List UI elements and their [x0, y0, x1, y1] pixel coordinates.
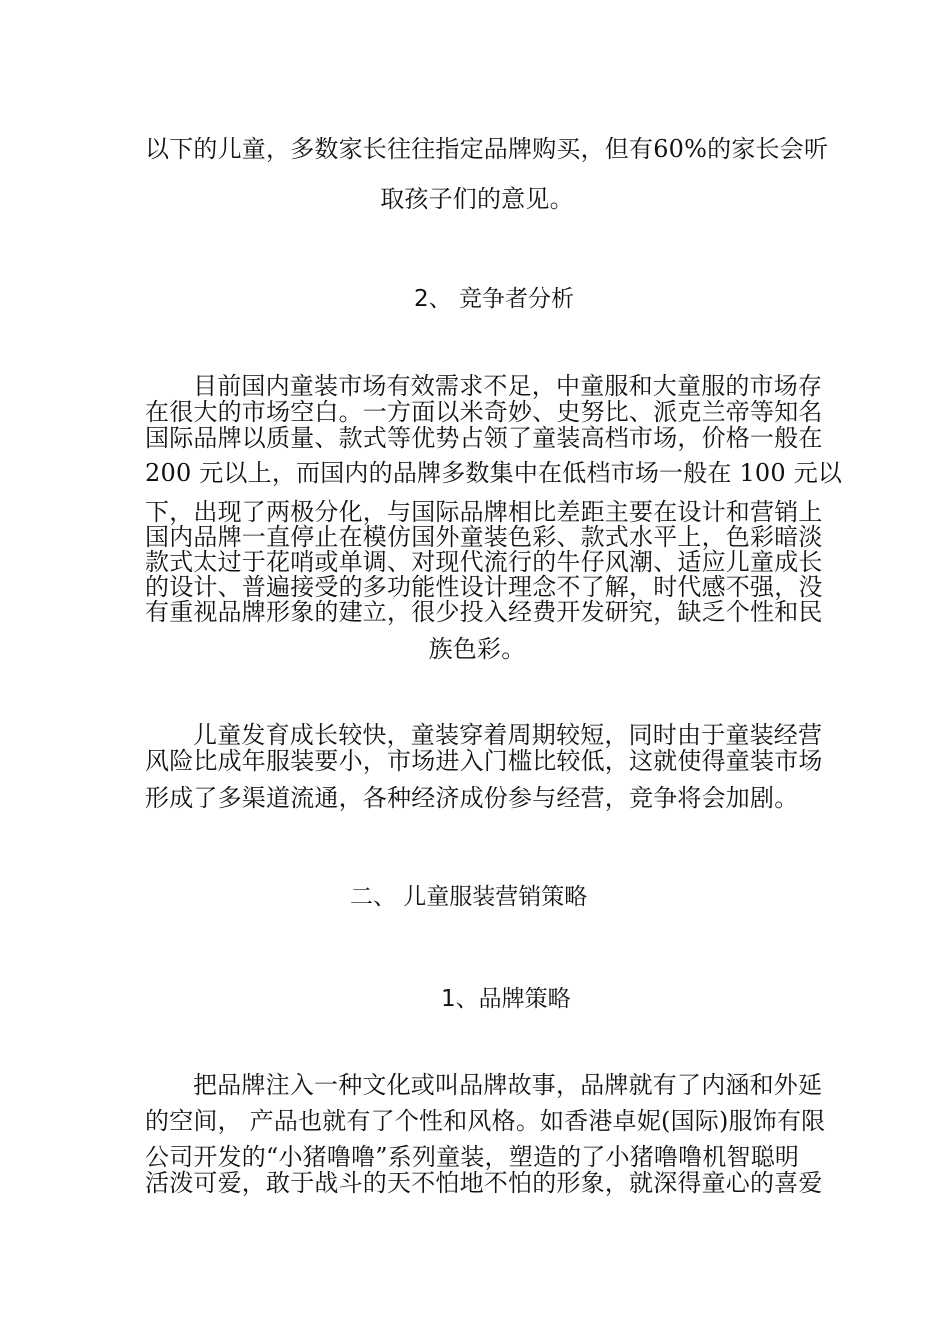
paragraph-line: 把品牌注入一种文化或叫品牌故事，品牌就有了内涵和外延 [193, 1071, 823, 1099]
paragraph-line: 国际品牌以质量、款式等优势占领了童装高档市场，价格一般在 [145, 424, 823, 452]
paragraph-line: 在很大的市场空白。一方面以米奇妙、史努比、派克兰帝等知名 [145, 398, 823, 426]
paragraph-line: 有重视品牌形象的建立，很少投入经费开发研究，缺乏个性和民 [145, 598, 823, 626]
paragraph-line: 200 元以上，而国内的品牌多数集中在低档市场一般在 100 元以 [145, 459, 843, 487]
subheading-brand-strategy: 1、品牌策略 [441, 986, 571, 1012]
section-heading-strategy: 二、 儿童服装营销策略 [350, 884, 588, 910]
paragraph-line: 风险比成年服装要小，市场进入门槛比较低，这就使得童装市场 [145, 747, 823, 775]
intro-line-2: 取孩子们的意见。 [380, 185, 574, 213]
paragraph-line: 款式太过于花哨或单调、对现代流行的牛仔风潮、适应儿童成长 [145, 548, 823, 576]
paragraph-line: 族色彩。 [428, 635, 526, 663]
paragraph-line: 下，出现了两极分化，与国际品牌相比差距主要在设计和营销上 [145, 498, 823, 526]
paragraph-line: 儿童发育成长较快，童装穿着周期较短，同时由于童装经营 [193, 721, 823, 749]
paragraph-line: 目前国内童装市场有效需求不足，中童服和大童服的市场存 [193, 372, 823, 400]
paragraph-line: 国内品牌一直停止在模仿国外童装色彩、款式水平上，色彩暗淡 [145, 523, 823, 551]
section-heading-competitors: 2、 竞争者分析 [414, 286, 574, 312]
paragraph-line: 活泼可爱，敢于战斗的天不怕地不怕的形象，就深得童心的喜爱 [145, 1169, 823, 1197]
paragraph-line: 形成了多渠道流通，各种经济成份参与经营，竞争将会加剧。 [145, 784, 799, 812]
paragraph-line: 的空间， 产品也就有了个性和风格。如香港卓妮(国际)服饰有限 [145, 1107, 826, 1135]
intro-line-1: 以下的儿童，多数家长往往指定品牌购买，但有60%的家长会听 [145, 135, 829, 163]
paragraph-line: 的设计、普遍接受的多功能性设计理念不了解，时代感不强，没 [145, 573, 823, 601]
paragraph-line: 公司开发的“小猪噜噜”系列童装，塑造的了小猪噜噜机智聪明 [145, 1143, 800, 1171]
